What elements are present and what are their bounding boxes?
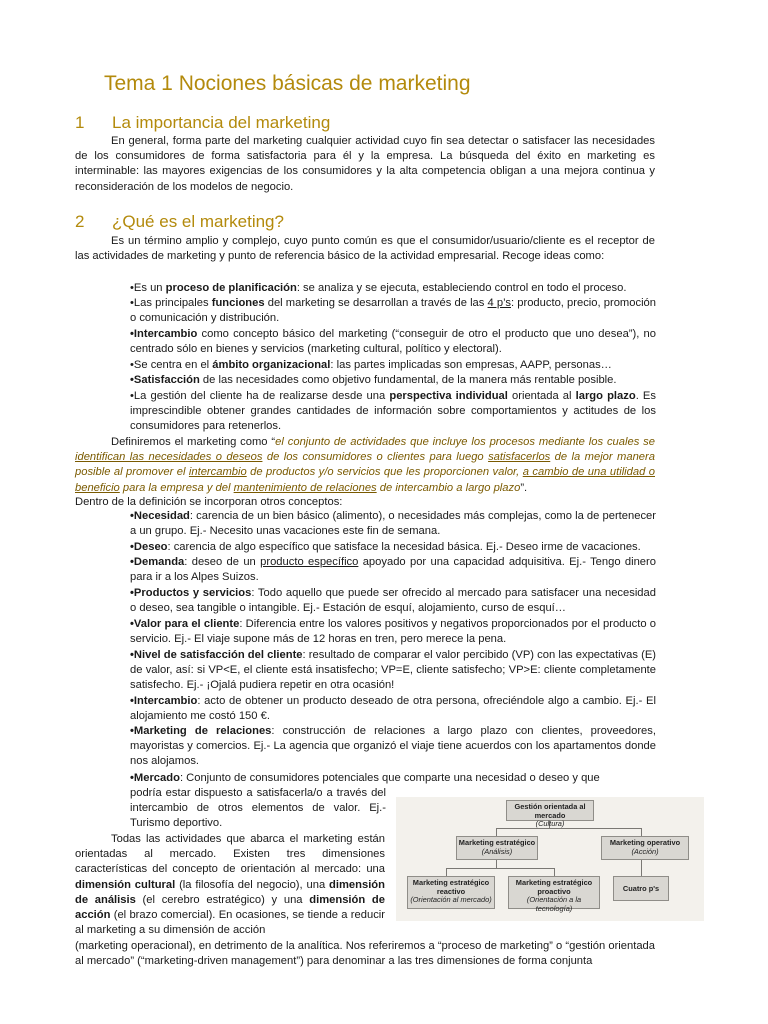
bullet-ambito: •Se centra en el ámbito organizacional: las partes implicadas son empresas, AAPP, personas… <box>130 359 612 371</box>
section-1-title: La importancia del marketing <box>112 113 331 132</box>
box-estrategico-reactivo: Marketing estratégico reactivo (Orientación al mercado) <box>407 876 495 909</box>
concept-mercado-cont: podría estar dispuesto a satisfacerla/o a través del intercambio de otros elementos de valor. Ej.- Turismo deportivo. <box>130 787 386 830</box>
market-oriented-management-diagram <box>396 797 704 921</box>
connector <box>446 868 554 869</box>
section-1-paragraph: En general, forma parte del marketing cualquier actividad cuyo fin sea detectar o satisfacer las necesidades de los consumidores de forma satisfactoria para él y la empresa. La búsqueda del éxito en marketing es interminable: las mayores exigencias de los consumidores y la alta competencia obligan a una mejora continua y reconsideración de los modelos de negocio. <box>75 135 655 193</box>
box-marketing-estrategico: Marketing estratégico (Análisis) <box>456 836 538 860</box>
section-2-heading <box>75 211 284 233</box>
connector <box>496 828 497 836</box>
concept-marketing-relaciones: •Marketing de relaciones: construcción de relaciones a largo plazo con clientes, proveedores, mayoristas y comercios. Ej.- La agencia que organizó el viaje tiene acuerdos con los apartamentos donde nos alojamos. <box>130 725 656 768</box>
definition-paragraph: Definiremos el marketing como “el conjunto de actividades que incluye los procesos mediante los cuales se identifican las necesidades o deseos de los consumidores o clientes para luego satisfacerlos de la mejor manera posible al promover el intercambio de productos y/o servicios que les proporcionen valor, a cambio de una utilidad o beneficio para la empresa y del mantenimiento de relaciones de intercambio a largo plazo”. <box>75 436 656 494</box>
closing-paragraph: (marketing operacional), en detrimento de la analítica. Nos referiremos a “proceso de marketing” o “gestión orientada al mercado” (“marketing-driven management”) para denominar a las tres dimensiones de forma conjunta <box>75 940 655 968</box>
bullet-gestion-cliente: •La gestión del cliente ha de realizarse desde una perspectiva individual orientada al largo plazo. Es imprescindible obtener grandes cantidades de información sobre comportamientos y actitudes de los consumidores para retenerlos. <box>130 390 656 433</box>
box-marketing-operativo: Marketing operativo (Acción) <box>601 836 689 860</box>
concept-productos-servicios: •Productos y servicios: Todo aquello que puede ser ofrecido al mercado para satisfacer una necesidad o deseo, sea tangible o intangible. Ej.- Estación de esquí, alojamiento, curso de esquí… <box>130 587 656 615</box>
section-1-number: 1 <box>75 113 85 132</box>
concept-mercado: •Mercado: Conjunto de consumidores potenciales que comparte una necesidad o deseo y que <box>130 772 600 784</box>
connector <box>446 868 447 876</box>
concept-demanda: •Demanda: deseo de un producto específico apoyado por una capacidad adquisitiva. Ej.- Tengo dinero para ir a los Alpes Suizos. <box>130 556 656 584</box>
concept-intercambio: •Intercambio: acto de obtener un producto deseado de otra persona, ofreciéndole algo a cambio. Ej.- El alojamiento me costó 150 €. <box>130 695 656 723</box>
section-2-title: ¿Qué es el marketing? <box>112 212 284 231</box>
connector <box>641 828 642 836</box>
bullet-funciones: •Las principales funciones del marketing se desarrollan a través de las 4 p’s: producto, precio, promoción o comunicación y distribución. <box>130 297 656 325</box>
section-1-heading <box>75 112 330 134</box>
concept-valor-cliente: •Valor para el cliente: Diferencia entre los valores positivos y negativos proporcionados por el producto o servicio. Ej.- El viaje supone más de 12 horas en tren, pero merece la pena. <box>130 618 656 646</box>
connector <box>496 860 497 868</box>
bullet-intercambio: •Intercambio como concepto básico del marketing (“conseguir de otro el producto que uno desea”), no centrado sólo en bienes y servicios (marketing cultural, político y electoral). <box>130 328 656 356</box>
connector <box>554 868 555 876</box>
box-gestion-orientada: Gestión orientada al mercado (Cultura) <box>506 800 594 821</box>
connector <box>641 860 642 876</box>
box-estrategico-proactivo: Marketing estratégico proactivo (Orientación a la tecnología) <box>508 876 600 909</box>
dimensions-paragraph: Todas las actividades que abarca el marketing están orientadas al mercado. Existen tres dimensiones características del concepto de orientación al mercado: una dimensión cultural (la filosofía del negocio), una dimensión de análisis (el cerebro estratégico) y una dimensión de acción (el brazo comercial). En ocasiones, se tiende a reducir al marketing a su dimensión de acción <box>75 833 385 937</box>
definition-concepts-intro: Dentro de la definición se incorporan otros conceptos: <box>75 496 343 508</box>
bullet-planificacion: •Es un proceso de planificación: se analiza y se ejecuta, estableciendo control en todo el proceso. <box>130 282 627 294</box>
box-cuatro-ps: Cuatro p's <box>613 876 669 901</box>
section-2-intro: Es un término amplio y complejo, cuyo punto común es que el consumidor/usuario/cliente es el receptor de las actividades de marketing y punto de referencia básico de la actividad empresarial. Recoge ideas como: <box>75 235 655 263</box>
concept-nivel-satisfaccion: •Nivel de satisfacción del cliente: resultado de comparar el valor percibido (VP) con las expectativas (E) de valor, así: si VP<E, el cliente está insatisfecho; VP=E, cliente satisfecho; VP>E: cliente completamente satisfecho. Ej.- ¡Ojalá pudiera repetir en otra ocasión! <box>130 649 657 692</box>
section-2-number: 2 <box>75 212 85 231</box>
page-title: Tema 1 Nociones básicas de marketing <box>104 72 471 95</box>
concept-deseo: •Deseo: carencia de algo específico que satisface la necesidad básica. Ej.- Deseo irme de vacaciones. <box>130 541 641 553</box>
bullet-satisfaccion: •Satisfacción de las necesidades como objetivo fundamental, de la manera más rentable posible. <box>130 374 617 386</box>
concept-necesidad: •Necesidad: carencia de un bien básico (alimento), o necesidades más complejas, como la de pertenecer a un grupo. Ej.- Necesito unas vacaciones este fin de semana. <box>130 510 656 538</box>
